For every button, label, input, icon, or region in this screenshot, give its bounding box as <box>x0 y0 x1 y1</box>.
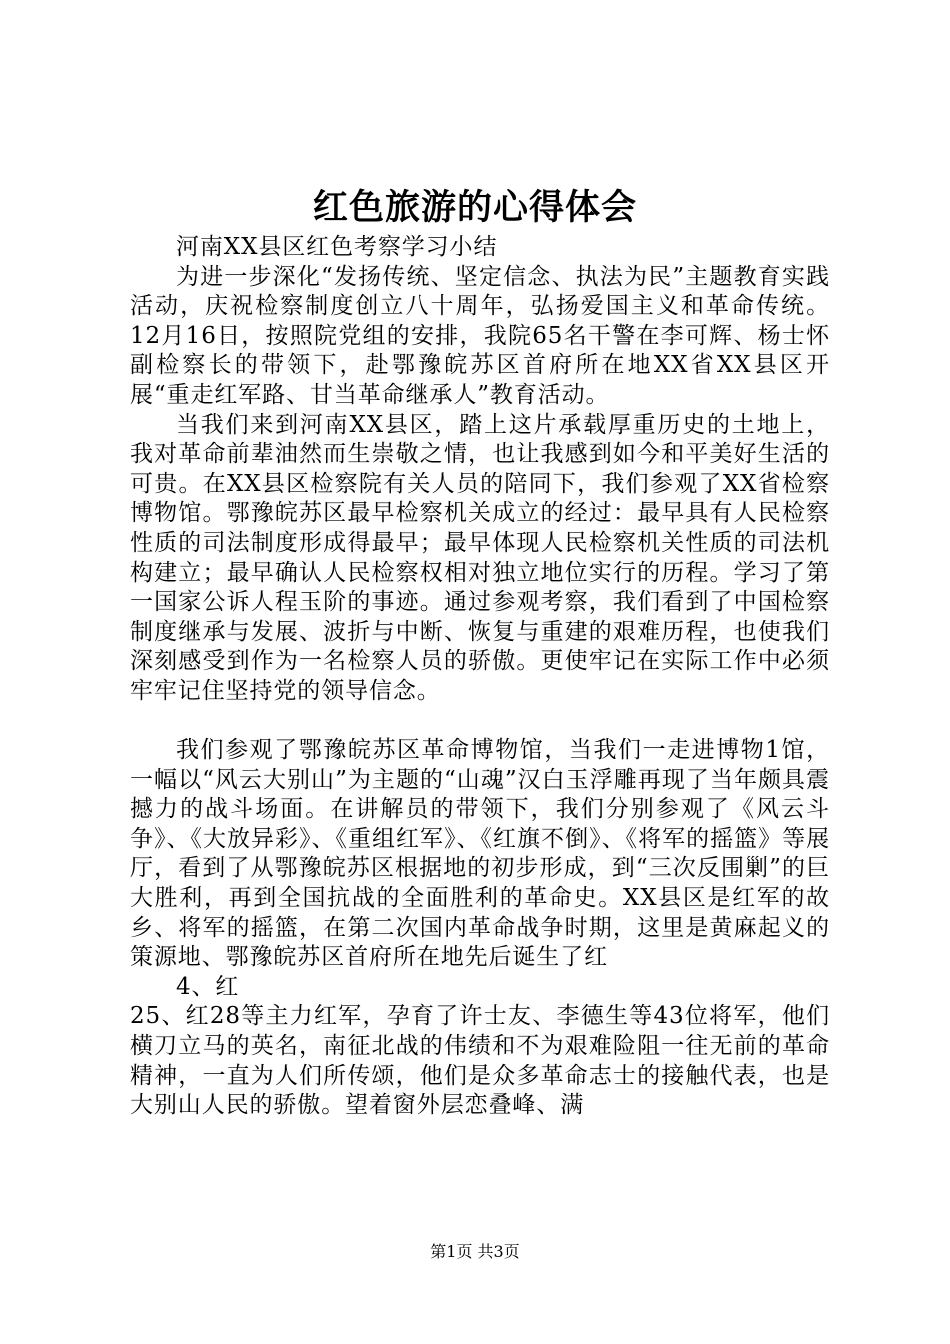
paragraph-fragment: 4、红 <box>176 973 240 1000</box>
paragraph-subtitle: 河南XX县区红色考察学习小结 <box>176 234 498 260</box>
paragraph-revolution-museum: 我们参观了鄂豫皖苏区革命博物馆，当我们一走进博物1馆，一幅以“风云大别山”为主题的“山魂”汉白玉浮雕再现了当年颇具震撼力的战斗场面。在讲解员的带领下，我们分别参观了《风云斗争》、《大放异彩》、《重组红军》、《红旗不倒》、《将军的摇篮》等展厅，看到了从鄂豫皖苏区根据地的初步形成，到“三次反围剿”的巨大胜利，再到全国抗战的全面胜利的革命史。XX县区是红军的故乡、将军的摇篮，在第二次国内革命战争时期，这里是黄麻起义的策源地、鄂豫皖苏区首府所在地先后诞生了红 <box>130 737 830 971</box>
paragraph-blank <box>130 707 830 737</box>
paragraph-museum-procuratorate: 当我们来到河南XX县区，踏上这片承载厚重历史的土地上，我对革命前辈油然而生崇敬之情，也让我感到如今和平美好生活的可贵。在XX县区检察院有关人员的陪同下，我们参观了XX省检察博物馆。鄂豫皖苏区最早检察机关成立的经过：最早具有人民检察性质的司法制度形成得最早；最早体现人民检察机关性质的司法机构建立；最早确认人民检察权相对独立地位实行的历程。学习了第一国家公诉人程玉阶的事迹。通过参观考察，我们看到了中国检察制度继承与发展、波折与中断、恢复与重建的艰难历程，也使我们深刻感受到作为一名检察人员的骄傲。更使牢记在实际工作中必须牢牢记住坚持党的领导信念。 <box>130 411 830 704</box>
document-body <box>130 233 830 1121</box>
page-number-footer: 第1页 共3页 <box>430 1242 520 1261</box>
paragraph-intro: 为进一步深化“发扬传统、坚定信念、执法为民”主题教育实践活动，庆祝检察制度创立八十周年，弘扬爱国主义和革命传统。12月16日，按照院党组的安排，我院65名干警在李可辉、杨士怀副检察长的带领下，赴鄂豫皖苏区首府所在地XX省XX县区开展“重走红军路、甘当革命继承人”教育活动。 <box>130 263 830 408</box>
paragraph-generals: 25、红28等主力红军，孕育了许士友、李德生等43位将军，他们横刀立马的英名，南征北战的伟绩和不为艰难险阻一往无前的革命精神，一直为人们所传颂，他们是众多革命志士的接触代表，也是大别山人民的骄傲。望着窗外层恋叠峰、满 <box>130 1003 830 1119</box>
document-title: 红色旅游的心得体会 <box>312 187 637 228</box>
